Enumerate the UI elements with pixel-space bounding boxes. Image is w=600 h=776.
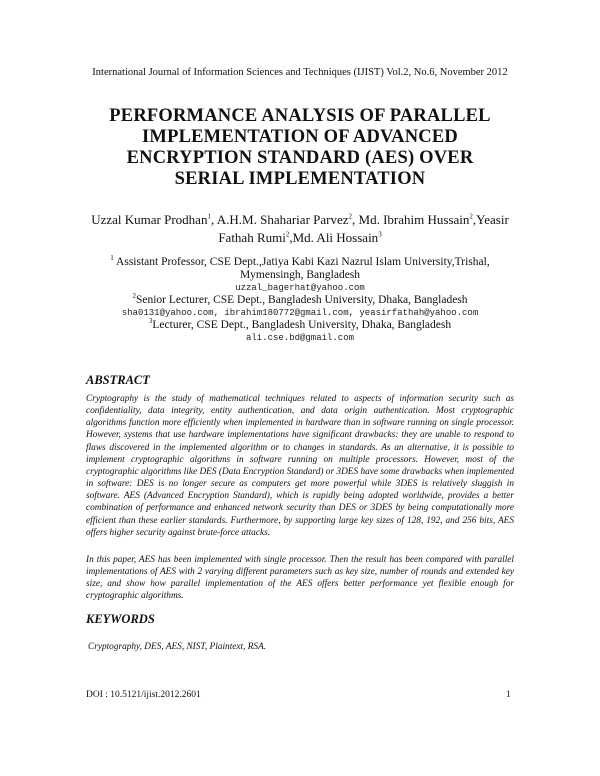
author-affil-sup: 2 bbox=[285, 230, 290, 239]
author-affil-sup: 3 bbox=[378, 230, 382, 239]
author-email-3: ali.cse.bd@gmail.com bbox=[245, 333, 355, 343]
affiliation-3 bbox=[40, 319, 560, 332]
paper-title bbox=[60, 106, 540, 190]
affiliation-sup: 3 bbox=[148, 317, 153, 326]
affiliation-2 bbox=[40, 294, 560, 307]
title-line-2: IMPLEMENTATION OF ADVANCED bbox=[142, 127, 458, 147]
author-name: , Md. Ibrahim Hussain bbox=[352, 212, 470, 227]
author-affil-sup: 1 bbox=[207, 212, 211, 221]
author-email-2: sha0131@yahoo.com, ibrahim180772@gmail.com, yeasirfathah@yahoo.com bbox=[121, 308, 479, 318]
affiliation-line: Lecturer, CSE Dept., Bangladesh University, Dhaka, Bangladesh bbox=[152, 319, 452, 331]
affiliation-1 bbox=[40, 256, 560, 282]
abstract-paragraph-2: In this paper, AES has been implemented with single processor. Then the result has been compared with parallel implementations of AES with 2 varying different parameters such as key size, number of rounds and extended key size, and show how parallel implementation of the AES offers better performance yet flexible enough for cryptographic algorithms. bbox=[86, 555, 514, 602]
author-name: Fathah Rumi bbox=[218, 230, 286, 245]
abstract-paragraph-1: Cryptography is the study of mathematical techniques related to aspects of information security such as confidentiality, data integrity, entity authentication, and data origin authentication. Most cryptographic algorithms function more efficiently when implemented in hardware than in software running on single processor. However, systems that use hardware implementations have significant drawbacks: they are unable to respond to flaws discovered in the implemented algorithm or to changes in standards. As an alternative, it is possible to implement cryptographic algorithms in software running on multiple processors. However, most of the cryptographic algorithms like DES (Data Encryption Standard) or 3DES have some drawbacks when implemented in software: DES is no longer secure as computers get more powerful while 3DES is relatively sluggish in software. AES (Advanced Encryption Standard), which is rapidly being adopted worldwide, provides a better combination of performance and enhanced network security than DES or 3DES by being computationally more efficient than these earlier standards. Furthermore, by supporting large key sizes of 128, 192, and 256 bits, AES offers higher security against brute-force attacks. bbox=[86, 394, 514, 538]
doi-footer: DOI : 10.5121/ijist.2012.2601 bbox=[86, 690, 201, 700]
author-list bbox=[60, 211, 540, 247]
journal-header: International Journal of Information Sciences and Techniques (IJIST) Vol.2, No.6, November 2012 bbox=[92, 67, 508, 78]
title-line-1: PERFORMANCE ANALYSIS OF PARALLEL bbox=[109, 106, 491, 126]
keywords-text: Cryptography, DES, AES, NIST, Plaintext, RSA. bbox=[88, 642, 267, 652]
affiliation-sup: 2 bbox=[132, 292, 136, 301]
affiliation-line: Senior Lecturer, CSE Dept., Bangladesh University, Dhaka, Bangladesh bbox=[135, 294, 468, 306]
author-name: , A.H.M. Shahariar Parvez bbox=[210, 212, 349, 227]
author-affil-sup: 2 bbox=[348, 212, 353, 221]
title-line-4: SERIAL IMPLEMENTATION bbox=[174, 169, 426, 189]
affiliation-line: Assistant Professor, CSE Dept.,Jatiya Kabi Kazi Nazrul Islam University,Trishal, bbox=[113, 256, 490, 268]
affiliation-line: Mymensingh, Bangladesh bbox=[239, 269, 361, 281]
page-number: 1 bbox=[506, 690, 511, 700]
title-line-3: ENCRYPTION STANDARD (AES) OVER bbox=[126, 148, 474, 168]
author-name: ,Yeasir bbox=[472, 212, 509, 227]
abstract-heading: ABSTRACT bbox=[86, 373, 150, 387]
keywords-heading: KEYWORDS bbox=[86, 612, 155, 626]
affiliation-sup: 1 bbox=[110, 254, 114, 263]
author-email-1: uzzal_bagerhat@yahoo.com bbox=[235, 283, 365, 293]
author-affil-sup: 2 bbox=[469, 212, 473, 221]
author-name: ,Md. Ali Hossain bbox=[289, 230, 379, 245]
author-name: Uzzal Kumar Prodhan bbox=[91, 212, 208, 227]
